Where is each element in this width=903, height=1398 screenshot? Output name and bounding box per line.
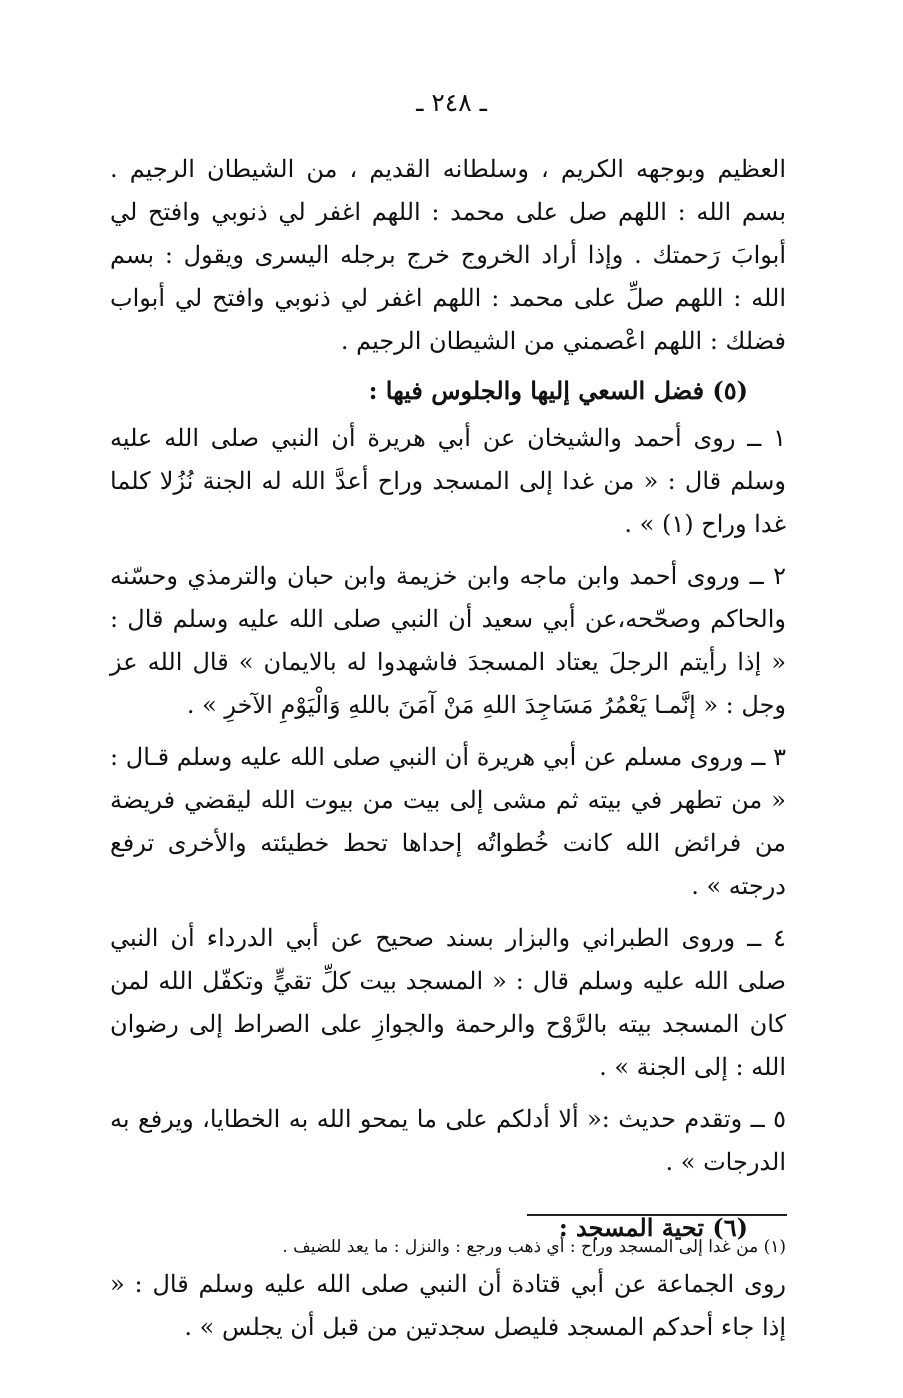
section-5-heading: (٥) فضل السعي إليها والجلوس فيها :: [368, 376, 748, 405]
main-text: [110, 148, 786, 1349]
section-6-heading: (٦) تحية المسجد :: [558, 1213, 748, 1242]
page-number: ـ ٢٤٨ ـ: [416, 88, 487, 117]
hadith-3: ٣ ــ وروى مسلم عن أبي هريرة أن النبي صلى الله عليه وسلم قـال : « من تطهر في بيته ثم مشى إلى بيت من بيوت الله ليقضي فريضة من فرائض الله كانت خُطواتُه إحداها تحط خطيئته والأخرى ترفع درجته » .: [110, 743, 786, 900]
footnote: (١) من غدا إلى المسجد وراح : أي ذهب ورجع : والنزل : ما يعد للضيف .: [282, 1237, 786, 1257]
footnote-separator: [527, 1214, 787, 1216]
hadith-4: ٤ ــ وروى الطبراني والبزار بسند صحيح عن أبي الدرداء أن النبي صلى الله عليه وسلم قال : « المسجد بيت كلِّ تقيٍّ وتكفّل الله لمن كان المسجد بيته بالرَّوْح والرحمة والجوازِ على الصراط إلى رضوان الله : إلى الجنة » .: [110, 924, 786, 1081]
section-6-paragraph: روى الجماعة عن أبي قتادة أن النبي صلى الله عليه وسلم قال : « إذا جاء أحدكم المسجد فليصل سجدتين من قبل أن يجلس » .: [110, 1270, 786, 1341]
hadith-1: ١ ــ روى أحمد والشيخان عن أبي هريرة أن النبي صلى الله عليه وسلم قال : « من غدا إلى المسجد وراح أعدَّ الله له الجنة نُزُلا كلما غدا وراح (١) » .: [110, 424, 786, 538]
intro-paragraph: العظيم وبوجهه الكريم ، وسلطانه القديم ، من الشيطان الرجيم . بسم الله : اللهم صل على محمد : اللهم اغفر لي ذنوبي وافتح لي أبوابَ رَحمتك . وإذا أراد الخروج خرج برجله اليسرى ويقول : بسم الله : اللهم صلِّ على محمد : اللهم اغفر لي ذنوبي وافتح لي أبواب فضلك : اللهم اعْصمني من الشيطان الرجيم .: [110, 155, 786, 355]
hadith-5: ٥ ــ وتقدم حديث :« ألا أدلكم على ما يمحو الله به الخطايا، ويرفع به الدرجات » .: [110, 1105, 786, 1176]
hadith-2: ٢ ــ وروى أحمد وابن ماجه وابن خزيمة وابن حبان والترمذي وحسّنه والحاكم وصحّحه،عن أبي سعيد أن النبي صلى الله عليه وسلم قال : « إذا رأيتم الرجلَ يعتاد المسجدَ فاشهدوا له بالايمان » قال الله عز وجل : « إنَّمـا يَعْمُرُ مَسَاجِدَ اللهِ مَنْ آمَنَ باللهِ وَالْيَوْمِ الآخرِ » .: [110, 562, 786, 719]
